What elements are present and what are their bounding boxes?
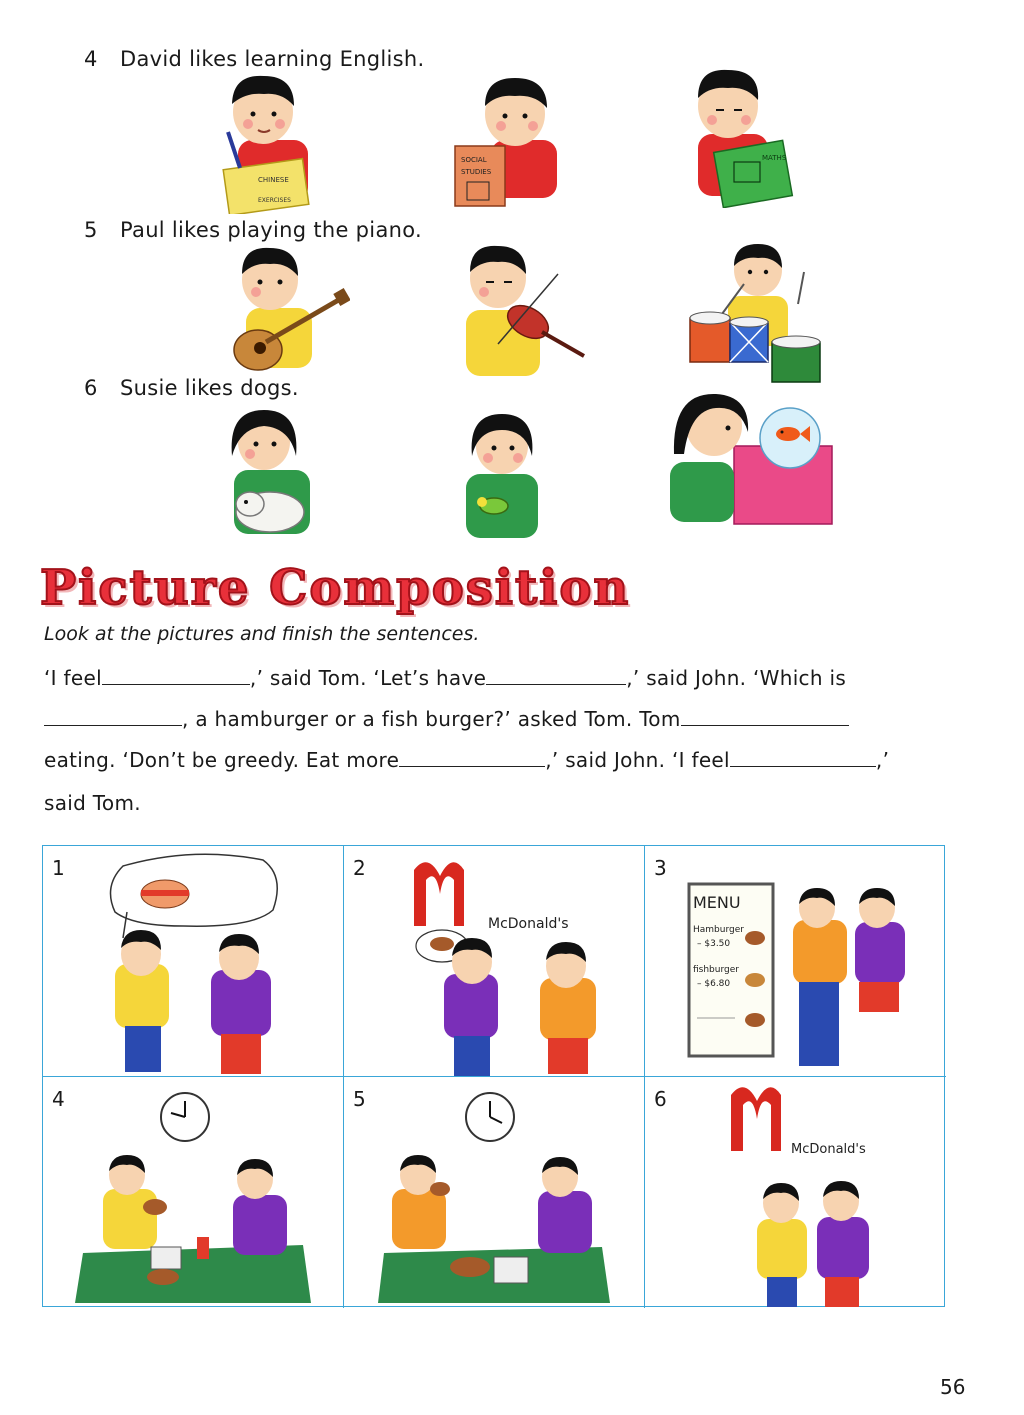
- item-sentence: Paul likes playing the piano.: [120, 218, 422, 242]
- answer-blank[interactable]: [399, 765, 545, 767]
- paragraph-text: ,’: [875, 748, 890, 772]
- story-panel-6: [645, 1077, 946, 1308]
- menu-fishburger-price: – $6.80: [697, 979, 731, 989]
- mcdonalds-suggestion-illustration: [344, 846, 644, 1076]
- panel-number: 6: [654, 1087, 667, 1111]
- paragraph-text: said Tom.: [44, 791, 141, 815]
- paragraph-text: ,’ said Tom. ‘Let’s have: [249, 666, 487, 690]
- girl-goldfish-illustration: [670, 392, 836, 526]
- paragraph-line-4: [44, 791, 141, 815]
- picture-story-grid: [42, 845, 945, 1307]
- exercise-item-4: [84, 47, 424, 71]
- menu-fishburger: fishburger: [693, 965, 739, 975]
- paragraph-text: eating. ‘Don’t be greedy. Eat more: [44, 748, 400, 772]
- mcdonalds-sign-text: McDonald's: [488, 916, 569, 932]
- story-panel-2: [344, 846, 645, 1077]
- page-number: 56: [940, 1375, 966, 1399]
- panel-number: 4: [52, 1087, 65, 1111]
- boy-drums-illustration: [688, 244, 824, 384]
- hungry-boys-illustration: [43, 846, 343, 1076]
- item-number: 4: [84, 47, 98, 71]
- chinese-book-label: CHINESE: [258, 176, 289, 184]
- studies-book-label: STUDIES: [461, 168, 492, 176]
- paragraph-text: ‘I feel: [44, 666, 102, 690]
- maths-book-label: MATHS: [762, 154, 787, 162]
- item-sentence: Susie likes dogs.: [120, 376, 299, 400]
- answer-blank[interactable]: [44, 724, 182, 726]
- greedy-eating-illustration: [344, 1077, 644, 1307]
- boy-guitar-illustration: [228, 246, 350, 376]
- story-panel-1: [43, 846, 344, 1077]
- exercise-item-6: [84, 376, 299, 400]
- paragraph-text: ,’ said John. ‘Which is: [626, 666, 847, 690]
- paragraph-line-3: [44, 748, 889, 772]
- menu-hamburger: Hamburger: [693, 925, 744, 935]
- paragraph-text: ,’ said John. ‘I feel: [545, 748, 730, 772]
- boy-violin-illustration: [458, 244, 590, 380]
- panel-number: 5: [353, 1087, 366, 1111]
- panel-number: 2: [353, 856, 366, 880]
- menu-board-illustration: [645, 846, 945, 1076]
- panel-number: 3: [654, 856, 667, 880]
- stomach-ache-illustration: [645, 1077, 945, 1307]
- girl-dog-illustration: [224, 408, 324, 548]
- paragraph-text: , a hamburger or a fish burger?’ asked Tom. Tom: [182, 707, 681, 731]
- item-sentence: David likes learning English.: [120, 47, 425, 71]
- boy-chinese-book-illustration: [218, 72, 328, 214]
- story-panel-5: [344, 1077, 645, 1308]
- paragraph-line-1: [44, 666, 846, 690]
- menu-hamburger-price: – $3.50: [697, 939, 731, 949]
- story-panel-4: [43, 1077, 344, 1308]
- instruction-text: Look at the pictures and finish the sentences.: [44, 623, 480, 645]
- paragraph-line-2: [44, 707, 849, 731]
- exercise-item-5: [84, 218, 422, 242]
- boy-social-studies-book-illustration: [453, 76, 558, 208]
- social-book-label: SOCIAL: [461, 156, 487, 164]
- girl-bird-illustration: [460, 412, 544, 542]
- story-panel-3: [645, 846, 946, 1077]
- boy-maths-book-illustration: [688, 68, 798, 208]
- item-number: 6: [84, 376, 98, 400]
- answer-blank[interactable]: [102, 683, 250, 685]
- eating-together-illustration: [43, 1077, 343, 1307]
- answer-blank[interactable]: [730, 765, 876, 767]
- panel-number: 1: [52, 856, 65, 880]
- menu-heading: MENU: [693, 893, 741, 912]
- section-title: Picture Composition: [40, 560, 631, 616]
- exercises-book-label: EXERCISES: [258, 197, 291, 204]
- answer-blank[interactable]: [681, 724, 849, 726]
- answer-blank[interactable]: [486, 683, 626, 685]
- mcdonalds-sign-text: McDonald's: [791, 1142, 866, 1157]
- item-number: 5: [84, 218, 98, 242]
